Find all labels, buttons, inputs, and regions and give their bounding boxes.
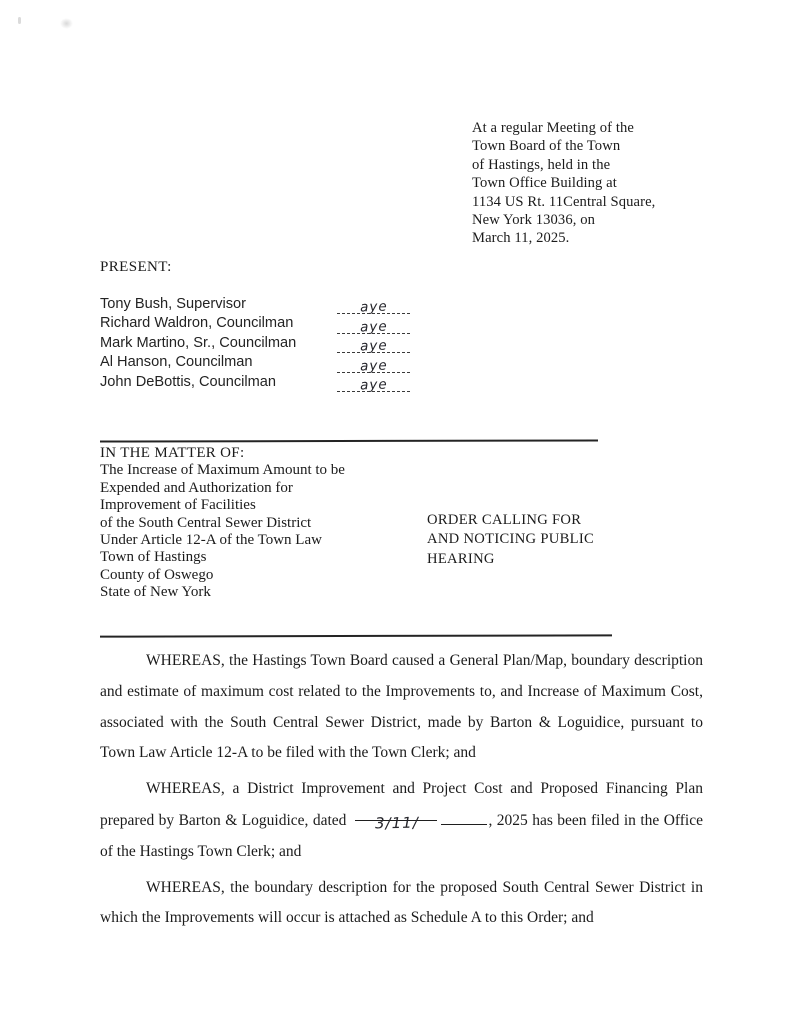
vote-line [337,316,410,334]
meeting-header-line: Town Office Building at [472,175,617,192]
meeting-header-line: 1134 US Rt. 11Central Square, [472,193,656,210]
scan-speck [18,17,21,24]
member-name: Al Hanson, Councilman [100,354,253,371]
matter-line: of the South Central Sewer District [100,514,312,531]
roll-call-row [100,334,410,353]
date-blank-line-short [441,809,487,825]
handwritten-vote: aye [359,337,388,355]
matter-line: County of Oswego [100,566,214,583]
handwritten-vote: aye [359,376,388,394]
handwritten-vote: aye [359,318,388,336]
handwritten-date: 3/11/ [374,813,419,833]
matter-line: The Increase of Maximum Amount to be [100,462,345,479]
order-title [427,511,594,569]
document-body [100,646,703,939]
matter-heading: IN THE MATTER OF: [100,445,245,461]
vote-line [337,355,410,373]
matter-line: Town of Hastings [100,549,207,566]
vote-line [337,374,410,392]
matter-line: Expended and Authorization for [100,479,293,496]
present-label: PRESENT: [100,259,172,275]
meeting-header-block [472,119,655,248]
scan-speck [60,18,73,29]
horizontal-rule-bottom [100,634,612,637]
meeting-header-line: March 11, 2025. [472,230,570,247]
roll-call-row [100,295,410,314]
member-name: Mark Martino, Sr., Councilman [100,334,297,351]
paragraph-whereas-2 [100,774,703,867]
meeting-header-line: New York 13036, on [472,212,596,229]
paragraph-whereas-3: WHEREAS, the boundary description for the proposed South Central Sewer District in which the Improvements will occur is attached as Schedule A to this Order; and [100,878,703,927]
date-blank-line [355,805,437,833]
handwritten-vote: aye [359,357,388,375]
horizontal-rule-top [100,439,598,442]
member-name: John DeBottis, Councilman [100,373,277,390]
meeting-header-line: of Hastings, held in the [472,156,611,173]
matter-line: State of New York [100,584,211,601]
roll-call-row [100,373,410,392]
handwritten-vote: aye [359,298,388,316]
whereas-2-text-before: WHEREAS, a District Improvement and Project Cost and Proposed Financing Plan prepared by Barton & Loguidice, dated [100,780,703,829]
order-title-line: HEARING [427,550,495,567]
whereas-2-text-after: , 2025 has been filed in the Office of the Hastings Town Clerk; and [100,811,703,860]
meeting-header-line: At a regular Meeting of the [472,120,634,136]
meeting-header-line: Town Board of the Town [472,138,621,155]
paragraph-whereas-1: WHEREAS, the Hastings Town Board caused a General Plan/Map, boundary description and estimate of maximum cost related to the Improvements to, and Increase of Maximum Cost, associated with the South Central Sewer District, made by Barton & Loguidice, pursuant to Town Law Article 12-A to be filed with the Town Clerk; and [100,652,703,762]
matter-line: Improvement of Facilities [100,497,256,514]
roll-call-row [100,353,410,375]
roll-call-row [100,314,410,336]
matter-line: Under Article 12-A of the Town Law [100,532,322,549]
order-title-line: AND NOTICING PUBLIC [427,531,595,548]
member-name: Richard Waldron, Councilman [100,315,294,332]
roll-call-list [100,295,410,392]
order-title-line: ORDER CALLING FOR [427,512,582,528]
vote-line [337,335,410,353]
member-name: Tony Bush, Supervisor [100,295,247,312]
vote-line [337,296,410,314]
matter-caption-block [100,445,345,602]
